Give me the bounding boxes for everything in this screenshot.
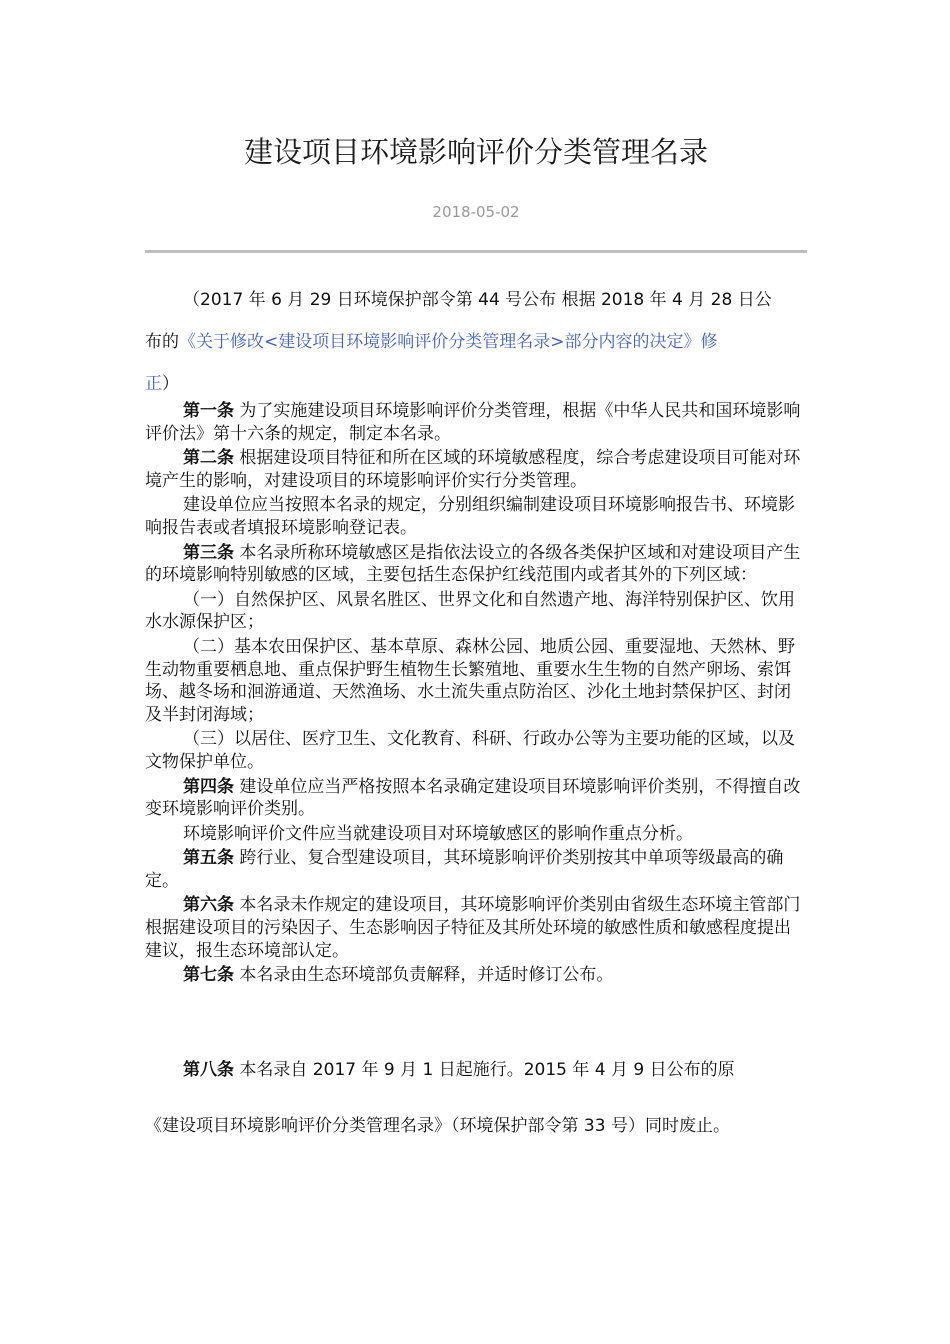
page-title: 建设项目环境影响评价分类管理名录 — [243, 135, 708, 169]
article-text: 为了实施建设项目环境影响评价分类管理，根据《中华人民共和国环境影响评价法》第十六条的规定，制定本名录。 — [145, 401, 801, 444]
article-text: （一）自然保护区、风景名胜区、世界文化和自然遗产地、海洋特别保护区、饮用水水源保护区； — [145, 589, 795, 633]
article-paragraph — [145, 776, 807, 821]
amendment-link-continued[interactable]: 正 — [145, 374, 162, 394]
article-text: 本名录由生态环境部负责解释，并适时修订公布。 — [234, 965, 614, 986]
article-paragraph — [145, 589, 807, 634]
source-line-3 — [145, 369, 807, 399]
article-text: 本名录自 2017 年 9 月 1 日起施行。2015 年 4 月 9 日公布的原 — [234, 1060, 735, 1080]
source-line-1: （2017 年 6 月 29 日环境保护部令第 44 号公布 根据 2018 年 4 月 28 日公 — [183, 290, 772, 310]
article-label: 第二条 — [183, 448, 234, 469]
article-paragraph — [145, 542, 807, 587]
article-text: （三）以居住、医疗卫生、文化教育、科研、行政办公等为主要功能的区域，以及文物保护单位。 — [145, 729, 795, 772]
article-text: 建设单位应当严格按照本名录确定建设项目环境影响评价类别，不得擅自改变环境影响评价类别。 — [145, 776, 801, 820]
article-label: 第八条 — [183, 1060, 234, 1080]
article-8 — [145, 1055, 807, 1167]
article-8-line-1 — [145, 1055, 807, 1085]
article-paragraph — [145, 964, 807, 987]
article-label: 第六条 — [183, 895, 234, 916]
article-text: 环境影响评价文件应当就建设项目对环境敏感区的影响作重点分析。 — [183, 823, 693, 844]
article-label: 第四条 — [183, 776, 234, 797]
article-paragraph — [145, 894, 807, 962]
articles-body — [145, 400, 807, 989]
source-note — [145, 285, 807, 411]
article-text: 根据建设项目特征和所在区域的环境敏感程度，综合考虑建设项目可能对环境产生的影响，对建设项目的环境影响评价实行分类管理。 — [145, 448, 801, 491]
amendment-link[interactable]: 《关于修改<建设项目环境影响评价分类管理名录>部分内容的决定》修 — [179, 332, 718, 352]
article-paragraph — [145, 823, 807, 846]
divider — [145, 250, 807, 253]
article-paragraph — [145, 447, 807, 492]
article-8-line-2: 《建设项目环境影响评价分类管理名录》（环境保护部令第 33 号）同时废止。 — [145, 1116, 730, 1136]
article-text: 跨行业、复合型建设项目，其环境影响评价类别按其中单项等级最高的确定。 — [145, 848, 784, 891]
source-line-2 — [145, 327, 807, 357]
article-paragraph — [145, 847, 807, 892]
article-label: 第一条 — [183, 401, 234, 421]
article-text: （二）基本农田保护区、基本草原、森林公园、地质公园、重要湿地、天然林、野生动物重要栖息地、重点保护野生植物生长繁殖地、重要水生生物的自然产卵场、索饵场、越冬场和洄游通道、天然渔场、水土流失重点防治区、沙化土地封禁保护区、封闭及半封闭海域； — [145, 636, 795, 725]
article-paragraph — [145, 494, 807, 539]
article-label: 第五条 — [183, 848, 234, 869]
source-line-2-prefix: 布的 — [145, 332, 179, 352]
article-text: 本名录未作规定的建设项目，其环境影响评价类别由省级生态环境主管部门根据建设项目的污染因子、生态影响因子特征及其所处环境的敏感性质和敏感程度提出建议，报生态环境部认定。 — [145, 895, 801, 961]
article-text: 本名录所称环境敏感区是指依法设立的各级各类保护区域和对建设项目产生的环境影响特别敏感的区域，主要包括生态保护红线范围内或者其外的下列区域： — [145, 542, 801, 586]
article-text: 建设单位应当按照本名录的规定，分别组织编制建设项目环境影响报告书、环境影响报告表或者填报环境影响登记表。 — [145, 495, 795, 538]
article-paragraph — [145, 636, 807, 726]
article-paragraph — [145, 400, 807, 445]
article-label: 第七条 — [183, 965, 234, 986]
article-paragraph — [145, 728, 807, 773]
article-label: 第三条 — [183, 542, 234, 563]
source-line-3-suffix: ） — [162, 374, 179, 394]
publish-date: 2018-05-02 — [432, 203, 520, 221]
